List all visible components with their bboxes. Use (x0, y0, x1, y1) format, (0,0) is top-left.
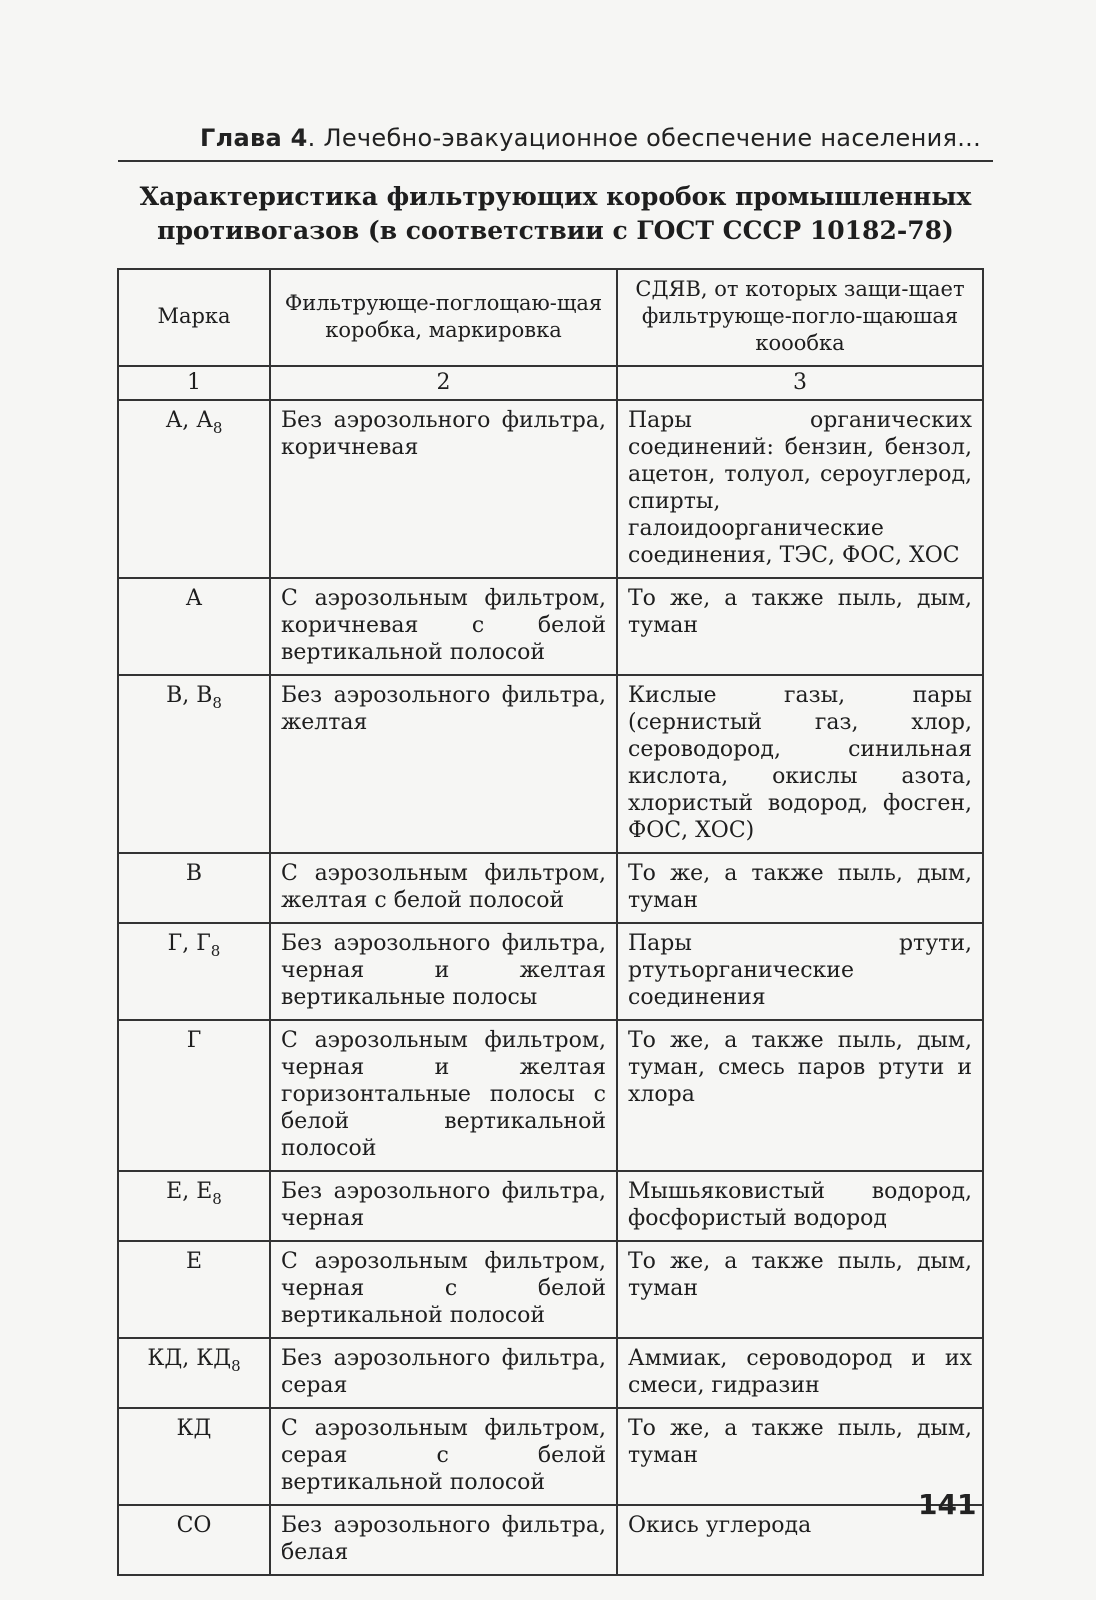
box-marking-cell: Без аэрозольного фильтра, черная (270, 1171, 617, 1241)
page-number: 141 (918, 1488, 977, 1521)
table-row (118, 853, 983, 923)
box-marking-cell: Без аэрозольного фильтра, желтая (270, 675, 617, 853)
table-row (118, 578, 983, 675)
protects-against-cell: Аммиак, сероводород и их смеси, гидразин (617, 1338, 983, 1408)
mark-text: В, В (166, 683, 213, 708)
header-cell-box: Фильтрующе-поглощаю-щая коробка, маркировка (270, 269, 617, 366)
box-marking-cell: С аэрозольным фильтром, коричневая с белой вертикальной полосой (270, 578, 617, 675)
protects-against-cell: Кислые газы, пары (сернистый газ, хлор, сероводород, синильная кислота, окислы азота, хлористый водород, фосген, ФОС, ХОС) (617, 675, 983, 853)
table-row (118, 400, 983, 578)
mark-cell (118, 1338, 270, 1408)
mark-cell (118, 923, 270, 1020)
box-marking-cell: С аэрозольным фильтром, желтая с белой полосой (270, 853, 617, 923)
table-row (118, 1408, 983, 1505)
mark-cell (118, 1171, 270, 1241)
gas-mask-filter-table (117, 268, 984, 1576)
table-header-row (118, 269, 983, 366)
mark-text: А (185, 586, 203, 611)
mark-subscript: 8 (212, 694, 222, 712)
mark-cell (118, 1505, 270, 1575)
header-cell-mark: Марка (118, 269, 270, 366)
column-number: 1 (118, 366, 270, 400)
mark-text: Г, Г (167, 931, 211, 956)
protects-against-cell: Мышьяковистый водород, фосфористый водород (617, 1171, 983, 1241)
mark-subscript: 8 (231, 1357, 241, 1375)
mark-cell (118, 1408, 270, 1505)
protects-against-cell: То же, а также пыль, дым, туман (617, 853, 983, 923)
column-number-row (118, 366, 983, 400)
table-row (118, 1338, 983, 1408)
header-cell-protects: СДЯВ, от которых защи-щает фильтрующе-погло-щаюшая коообка (617, 269, 983, 366)
mark-text: Е, Е (166, 1179, 213, 1204)
box-marking-cell: Без аэрозольного фильтра, черная и желтая вертикальные полосы (270, 923, 617, 1020)
mark-cell (118, 675, 270, 853)
running-header (118, 120, 993, 162)
chapter-title: . Лечебно-эвакуационное обеспечение населения... (307, 124, 981, 152)
mark-text: КД (176, 1416, 212, 1441)
column-number: 3 (617, 366, 983, 400)
protects-against-cell: То же, а также пыль, дым, туман (617, 1241, 983, 1338)
chapter-label: Глава 4 (200, 124, 308, 152)
table-row (118, 675, 983, 853)
table-row (118, 923, 983, 1020)
mark-text: А, А (165, 408, 213, 433)
mark-subscript: 8 (212, 419, 223, 437)
box-marking-cell: С аэрозольным фильтром, серая с белой вертикальной полосой (270, 1408, 617, 1505)
mark-cell (118, 1020, 270, 1171)
box-marking-cell: С аэрозольным фильтром, черная с белой вертикальной полосой (270, 1241, 617, 1338)
mark-subscript: 8 (212, 1190, 222, 1208)
protects-against-cell: Пары ртути, ртутьорганические соединения (617, 923, 983, 1020)
protects-against-cell: То же, а также пыль, дым, туман (617, 578, 983, 675)
protects-against-cell: То же, а также пыль, дым, туман, смесь паров ртути и хлора (617, 1020, 983, 1171)
table-row (118, 1505, 983, 1575)
mark-text: Г (186, 1028, 202, 1053)
table-row (118, 1241, 983, 1338)
protects-against-cell: Окись углерода (617, 1505, 983, 1575)
protects-against-cell: То же, а также пыль, дым, туман (617, 1408, 983, 1505)
mark-subscript: 8 (210, 942, 221, 960)
table-title (118, 180, 993, 248)
table-title-line-1: Характеристика фильтрующих коробок промышленных (139, 182, 972, 211)
table-row (118, 1020, 983, 1171)
table-title-line-2: противогазов (в соответствии с ГОСТ СССР 10182-78) (157, 216, 954, 245)
column-number: 2 (270, 366, 617, 400)
mark-text: КД, КД (147, 1346, 232, 1371)
mark-cell (118, 578, 270, 675)
mark-text: Е (185, 1249, 203, 1274)
mark-text: В (185, 861, 203, 886)
mark-text: СО (176, 1513, 212, 1538)
protects-against-cell: Пары органических соединений: бензин, бензол, ацетон, толуол, сероуглерод, спирты, галоидоорганические соединения, ТЭС, ФОС, ХОС (617, 400, 983, 578)
box-marking-cell: Без аэрозольного фильтра, серая (270, 1338, 617, 1408)
mark-cell (118, 400, 270, 578)
mark-cell (118, 1241, 270, 1338)
box-marking-cell: С аэрозольным фильтром, черная и желтая горизонтальные полосы с белой вертикальной полосой (270, 1020, 617, 1171)
table-row (118, 1171, 983, 1241)
box-marking-cell: Без аэрозольного фильтра, коричневая (270, 400, 617, 578)
box-marking-cell: Без аэрозольного фильтра, белая (270, 1505, 617, 1575)
running-header-text (200, 120, 993, 156)
mark-cell (118, 853, 270, 923)
